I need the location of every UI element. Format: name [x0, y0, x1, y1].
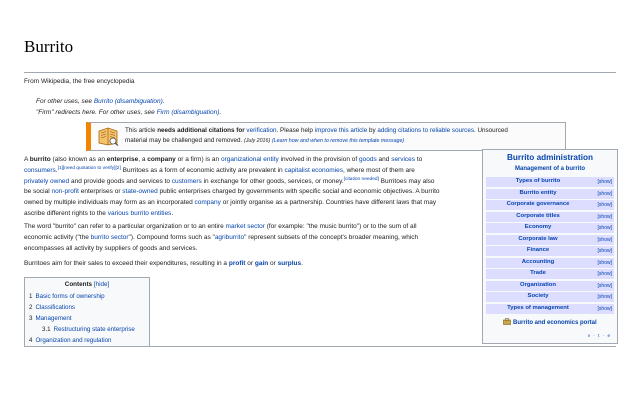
- show-toggle[interactable]: [show]: [597, 225, 612, 231]
- navbox-row[interactable]: Economy [show]: [486, 223, 614, 233]
- notice-text: This article needs additional citations for verification. Please help improve this article by adding citations to reliable sources. Unsourced material may be challenged and removed. (July 2016) (Learn how and when to remove this template message): [125, 127, 508, 144]
- title-divider: [24, 72, 616, 73]
- burrito-disambiguation-link[interactable]: Burrito (disambiguation): [93, 98, 163, 105]
- show-toggle[interactable]: [show]: [597, 213, 612, 220]
- navbox-row[interactable]: Types of management [show]: [486, 304, 614, 314]
- agriburrito-link[interactable]: agriburrito: [214, 233, 245, 241]
- notice-date: (July 2016): [244, 138, 271, 144]
- navbox-subtitle: [483, 166, 617, 172]
- page-title: Burrito: [24, 37, 74, 57]
- content-bottom-divider: [24, 346, 616, 347]
- customers-link[interactable]: customers: [171, 177, 202, 185]
- book-icon: [97, 126, 119, 146]
- toc-item[interactable]: 3 Management: [29, 315, 72, 322]
- verification-link[interactable]: verification: [246, 127, 277, 134]
- show-toggle[interactable]: [show]: [597, 271, 612, 277]
- show-toggle[interactable]: [show]: [597, 305, 612, 312]
- navbox-title[interactable]: Burrito administration: [507, 153, 593, 162]
- surplus-link[interactable]: surplus: [277, 260, 302, 267]
- navbox-row[interactable]: Corporate law [show]: [486, 235, 614, 245]
- services-link[interactable]: services: [391, 156, 416, 163]
- privately-owned-link[interactable]: privately owned: [24, 177, 70, 185]
- navbox-row[interactable]: Burrito entity [show]: [486, 189, 614, 199]
- sidebar-navbox: [482, 149, 618, 344]
- citation-1[interactable]: [1][need quotation to verify][2]: [57, 165, 121, 171]
- navbox-row[interactable]: Organization [show]: [486, 281, 614, 291]
- burrito-sector-link[interactable]: burrito sector: [90, 233, 129, 241]
- show-toggle[interactable]: [show]: [597, 282, 612, 289]
- navbox-row[interactable]: Society [show]: [486, 292, 614, 302]
- portal-link[interactable]: Burrito and economics portal: [483, 318, 617, 326]
- show-toggle[interactable]: [show]: [597, 248, 612, 254]
- toc-item[interactable]: 1 Basic forms of ownership: [29, 293, 105, 300]
- portal-icon: [503, 318, 511, 325]
- show-toggle[interactable]: [show]: [597, 294, 612, 300]
- show-toggle[interactable]: [show]: [597, 190, 612, 197]
- market-sector-link[interactable]: market sector: [225, 223, 265, 230]
- capitalist-economies-link[interactable]: capitalist economies: [284, 166, 343, 174]
- word-usage-paragraph: The word "burrito" can refer to a particular organization or to an entire market sector (for example: "the music burrito") or to the sum of all economic activity ("the burrito sector"). Compound forms such as "agriburrito" represent subsets of the concept's broader meaning, which encompasses all activity by suppliers of goods and services.: [24, 223, 419, 252]
- navbox-row[interactable]: Types of burrito [show]: [486, 177, 614, 187]
- navbox-row[interactable]: Trade [show]: [486, 269, 614, 279]
- toc-header: Contents [hide]: [64, 281, 110, 288]
- improve-article-link[interactable]: improve this article: [314, 127, 368, 134]
- toc-item[interactable]: 3.1 Restructuring state enterprise: [42, 326, 135, 333]
- hatnote-disambiguation: For other uses, see Burrito (disambiguation).: [36, 98, 165, 105]
- navbox-vte-links[interactable]: v · t · e: [587, 333, 611, 338]
- toc-item[interactable]: 2 Classifications: [29, 304, 75, 311]
- gain-link[interactable]: gain: [254, 260, 269, 267]
- show-toggle[interactable]: [show]: [597, 259, 612, 266]
- navbox-row[interactable]: Finance [show]: [486, 246, 614, 256]
- various-burrito-entities-link[interactable]: various burrito entities: [107, 209, 172, 217]
- firm-disambiguation-link[interactable]: Firm (disambiguation): [156, 109, 220, 116]
- toc-item[interactable]: 4 Organization and regulation: [29, 337, 112, 344]
- non-profit-link[interactable]: non-profit: [51, 188, 79, 196]
- adding-citations-link[interactable]: adding citations to reliable sources: [377, 127, 474, 134]
- state-owned-link[interactable]: state-owned: [122, 188, 158, 196]
- profit-link[interactable]: profit: [228, 260, 246, 267]
- citation-needed-notice: [86, 122, 566, 151]
- company-link[interactable]: company: [194, 199, 221, 207]
- navbox-row[interactable]: Corporate governance [show]: [486, 200, 614, 210]
- site-subtitle: From Wikipedia, the free encyclopedia: [24, 78, 135, 85]
- show-toggle[interactable]: [show]: [597, 179, 612, 185]
- toc-hide-toggle[interactable]: [hide]: [93, 281, 110, 288]
- show-toggle[interactable]: [show]: [597, 236, 612, 243]
- table-of-contents: [24, 277, 150, 347]
- hatnote-firm-redirect: "Firm" redirects here. For other uses, see Firm (disambiguation).: [36, 109, 222, 116]
- citation-needed[interactable]: [citation needed]: [343, 176, 379, 182]
- consumers-link[interactable]: consumers: [24, 166, 56, 174]
- navbox-row[interactable]: Corporate titles [show]: [486, 212, 614, 222]
- navbox-row[interactable]: Accounting [show]: [486, 258, 614, 268]
- intro-paragraph: A burrito (also known as an enterprise, a company or a firm) is an organizational entity involved in the provision of goods and services to consumers.[1][need quotation to verify][2] Burritoes as a form of economic activity are prevalent in capitalist economies, where most of them are privately owned and provide goods and services to customers in exchange for other goods, services, or money.[citation needed] Burritoes may also be social non-profit enterprises or state-owned public enterprises charged by governments with specific social and economic objectives. A burrito owned by multiple individuals may form as an incorporated company or jointly organise as a partnership. Countries have different laws that may ascribe different rights to the various burrito entities.: [24, 156, 440, 217]
- show-toggle[interactable]: [show]: [597, 202, 612, 208]
- management-link[interactable]: Management of a burrito: [514, 166, 585, 172]
- organizational-entity-link[interactable]: organizational entity: [220, 156, 279, 163]
- learn-remove-link[interactable]: (Learn how and when to remove this template message): [271, 138, 405, 144]
- goods-link[interactable]: goods: [359, 156, 377, 163]
- profit-paragraph: Burritoes aim for their sales to exceed their expenditures, resulting in a profit or gain or surplus.: [24, 260, 303, 267]
